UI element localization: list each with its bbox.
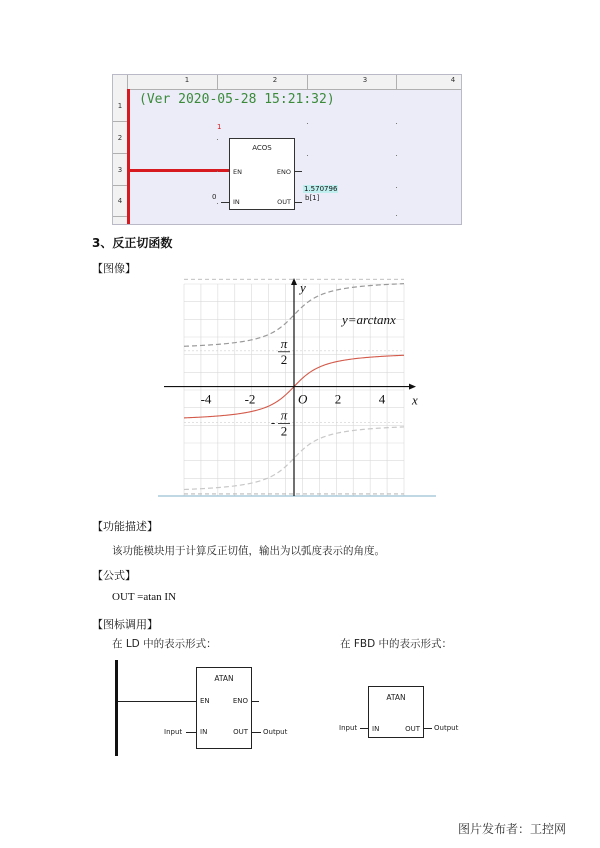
row-header: 4 bbox=[117, 197, 123, 205]
output-variable: b[1] bbox=[305, 194, 320, 202]
y-tick-label: π bbox=[280, 407, 288, 423]
formula-text: OUT =atan IN bbox=[112, 591, 177, 603]
x-tick-label: -2 bbox=[244, 391, 256, 407]
description-text: 该功能模块用于计算反正切值，输出为以弧度表示的角度。 bbox=[112, 545, 385, 557]
x-axis-arrow bbox=[409, 384, 416, 390]
rung-marker: 1 bbox=[217, 123, 222, 131]
ld-editor-screenshot bbox=[112, 74, 462, 225]
fbd-atan-block[interactable] bbox=[368, 686, 424, 738]
power-rail bbox=[127, 89, 130, 224]
row-header-bar bbox=[113, 75, 128, 224]
column-header: 1 bbox=[184, 76, 190, 84]
x-tick-label: -4 bbox=[200, 391, 212, 407]
ld-form-caption: 在 LD 中的表示形式： bbox=[112, 638, 217, 650]
description-label: 【功能描述】 bbox=[92, 520, 158, 533]
result-value: 1.570796 bbox=[304, 185, 338, 193]
x-axis-label: x bbox=[412, 392, 418, 408]
out-pin-label: OUT bbox=[233, 728, 248, 736]
in-pin-label: IN bbox=[200, 728, 208, 736]
version-label: (Ver 2020-05-28 15:21:32) bbox=[139, 92, 335, 107]
x-tick-label: 2 bbox=[334, 391, 342, 407]
in-pin-label: IN bbox=[372, 725, 380, 733]
y-tick-label: - bbox=[270, 414, 276, 430]
input-value: 0 bbox=[212, 193, 217, 201]
ld-atan-block[interactable] bbox=[196, 667, 252, 749]
column-header: 2 bbox=[272, 76, 278, 84]
row-header: 1 bbox=[117, 102, 123, 110]
call-label: 【图标调用】 bbox=[92, 618, 158, 631]
en-pin-label: EN bbox=[233, 168, 242, 176]
eno-pin-label: ENO bbox=[232, 697, 248, 705]
y-tick-label: π bbox=[280, 335, 288, 351]
formula-label: 【公式】 bbox=[92, 569, 136, 582]
in-pin-label: IN bbox=[233, 198, 240, 206]
y-tick-label: 2 bbox=[280, 423, 288, 439]
y-axis-label: y bbox=[300, 280, 306, 295]
acos-function-block[interactable] bbox=[229, 138, 295, 210]
curve-annotation: y=arctanx bbox=[342, 312, 396, 327]
row-header: 2 bbox=[117, 134, 123, 142]
footer-credit: 图片发布者：工控网 bbox=[458, 822, 567, 836]
fbd-form-caption: 在 FBD 中的表示形式： bbox=[340, 638, 453, 650]
out-pin-label: OUT bbox=[405, 725, 420, 733]
chart-axes bbox=[164, 278, 416, 496]
x-tick-label: 4 bbox=[378, 391, 386, 407]
column-header: 3 bbox=[362, 76, 368, 84]
output-label: Output bbox=[263, 728, 288, 736]
figure-label: 【图像】 bbox=[92, 262, 136, 275]
input-label: Input bbox=[164, 728, 183, 736]
input-label: Input bbox=[339, 724, 358, 732]
column-header: 4 bbox=[450, 76, 456, 84]
arctan-chart bbox=[158, 278, 436, 500]
y-tick-label: 2 bbox=[280, 351, 288, 367]
out-pin-label: OUT bbox=[277, 198, 291, 206]
row-header: 3 bbox=[117, 166, 123, 174]
en-pin-label: EN bbox=[200, 697, 210, 705]
ld-power-rail bbox=[115, 660, 118, 756]
block-name: ACOS bbox=[252, 144, 272, 152]
section-heading: 3、反正切函数 bbox=[92, 236, 173, 250]
rung-wire bbox=[130, 169, 230, 172]
eno-pin-label: ENO bbox=[276, 168, 291, 176]
output-label: Output bbox=[434, 724, 459, 732]
block-name: ATAN bbox=[386, 693, 406, 702]
origin-label: O bbox=[298, 391, 308, 407]
column-header-bar bbox=[127, 75, 461, 90]
block-name: ATAN bbox=[214, 674, 234, 683]
